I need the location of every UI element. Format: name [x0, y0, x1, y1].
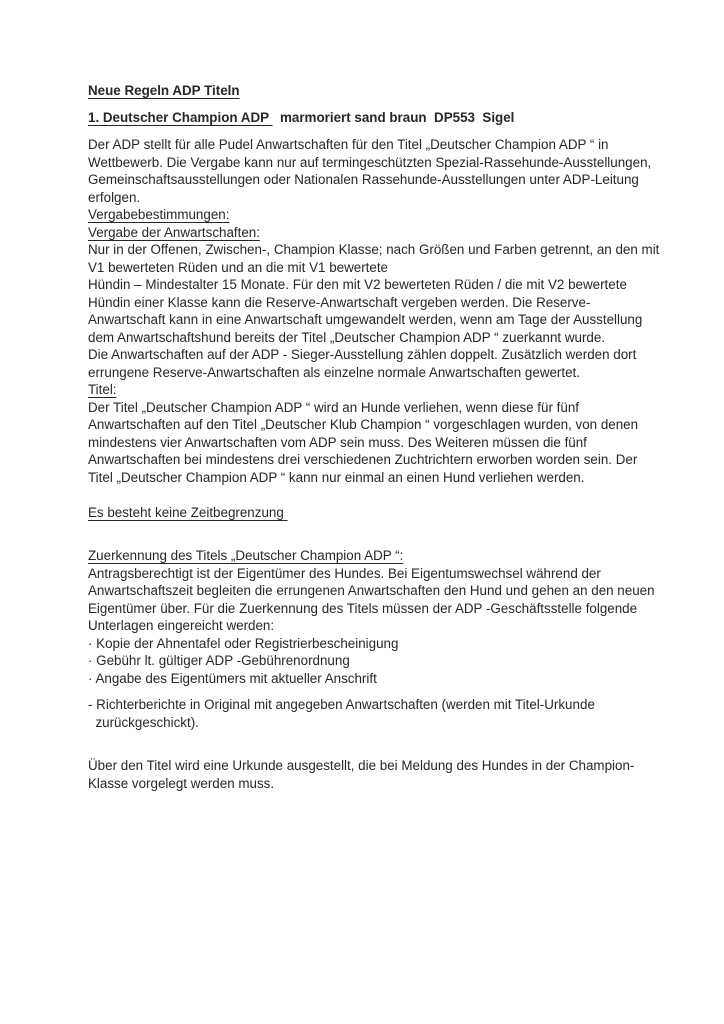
text-segment: Anwartschaften bei mindestens drei verschiedenen Zuchtrichtern erworben worden sein. Der: [88, 452, 638, 467]
text-segment: Hündin einer Klasse kann die Reserve-Anwartschaft vergeben werden. Die Reserve-: [88, 294, 591, 310]
subheading-vergabebestimmungen: [88, 206, 664, 224]
subheading-zuerkennung: [88, 547, 664, 565]
para-urkunde-line: [88, 757, 664, 775]
text-segment: Nur in der Offenen, Zwischen-, Champion Klasse; nach Größen und Farben getrennt, an den mit: [88, 242, 660, 257]
text-segment: zurückgeschickt).: [88, 714, 199, 730]
para-titel-line: [88, 399, 664, 417]
para-titel-line: [88, 469, 664, 487]
text-segment: Es besteht keine Zeitbegrenzung: [88, 504, 288, 520]
text-segment: Zuerkennung des Titels „Deutscher Champion ADP “:: [88, 548, 404, 563]
text-segment: errungene Reserve-Anwartschaften als einzelne normale Anwartschaften gewertet.: [88, 364, 581, 380]
para-urkunde-line: [88, 775, 664, 793]
text-segment: Titel „Deutscher Champion ADP “ kann nur einmal an einen Hund verliehen werden.: [88, 469, 585, 485]
para-intro-line: [88, 154, 664, 172]
para-intro-line: [88, 189, 664, 207]
para-vergabe-line: [88, 346, 664, 364]
para-zuerkennung-line: [88, 582, 664, 600]
text-segment: Anwartschaftszeit begleiten die errungenen Anwartschaften den Hund und gehen an den neuen: [88, 583, 655, 598]
text-segment: Die Anwartschaften auf der ADP - Sieger-Ausstellung zählen doppelt. Zusätzlich werden dort: [88, 347, 637, 362]
bullet-item: [88, 652, 664, 670]
text-segment: Neue Regeln ADP Titeln: [88, 83, 240, 98]
text-segment: Unterlagen eingereicht werden:: [88, 618, 275, 633]
text-segment: · Kopie der Ahnentafel oder Registrierbescheinigung: [88, 635, 399, 651]
text-segment: · Gebühr lt. gültiger ADP -Gebührenordnung: [88, 653, 350, 668]
para-titel-line: [88, 434, 664, 452]
para-zuerkennung-line: [88, 565, 664, 583]
text-segment: Antragsberechtigt ist der Eigentümer des Hundes. Bei Eigentumswechsel während der: [88, 565, 601, 581]
text-segment: Vergabebestimmungen:: [88, 207, 230, 222]
para-zuerkennung-line: [88, 617, 664, 635]
text-segment: dem Anwartschaftshund bereits der Titel „Deutscher Champion ADP “ zuerkannt wurde.: [88, 329, 606, 345]
para-vergabe-line: [88, 276, 664, 294]
doc-title: [88, 82, 664, 100]
text-segment: Der ADP stellt für alle Pudel Anwartschaften für den Titel „Deutscher Champion ADP “ in: [88, 137, 609, 152]
para-zuerkennung-line: [88, 600, 664, 618]
subheading-titel: [88, 381, 664, 399]
bullet-item: [88, 635, 664, 653]
section-1-heading: [88, 109, 664, 127]
subheading-vergabe-der-anwartschaften: [88, 224, 664, 242]
text-segment: Hündin – Mindestalter 15 Monate. Für den mit V2 bewerteten Rüden / die mit V2 bewertete: [88, 277, 627, 292]
text-segment: Anwartschaften auf den Titel „Deutscher Klub Champion “ vorgeschlagen wurden, von denen: [88, 417, 639, 432]
para-vergabe-line: [88, 241, 664, 259]
para-intro-line: [88, 136, 664, 154]
text-segment: 1. Deutscher Champion ADP: [88, 109, 273, 125]
text-segment: marmoriert sand braun DP553 Sigel: [272, 109, 515, 125]
para-titel-line: [88, 451, 664, 469]
dash-item: [88, 696, 664, 714]
note-zeitbegrenzung: [88, 504, 664, 522]
para-vergabe-line: [88, 294, 664, 312]
text-segment: erfolgen.: [88, 189, 141, 205]
para-vergabe-line: [88, 259, 664, 277]
text-segment: - Richterberichte in Original mit angegeben Anwartschaften (werden mit Titel-Urkunde: [88, 697, 595, 712]
text-segment: · Angabe des Eigentümers mit aktueller Anschrift: [88, 670, 377, 686]
text-segment: Über den Titel wird eine Urkunde ausgestellt, die bei Meldung des Hundes in der Champion-: [88, 758, 635, 773]
text-segment: Vergabe der Anwartschaften:: [88, 224, 260, 240]
bullet-item: [88, 670, 664, 688]
text-segment: Titel:: [88, 382, 117, 397]
text-segment: mindestens vier Anwartschaften vom ADP sein muss. Des Weiteren müssen die fünf: [88, 434, 587, 450]
text-segment: Klasse vorgelegt werden muss.: [88, 775, 275, 791]
text-segment: Der Titel „Deutscher Champion ADP “ wird an Hunde verliehen, wenn diese für fünf: [88, 399, 579, 415]
text-segment: Anwartschaft kann in eine Anwartschaft umgewandelt werden, wenn am Tage der Ausstellung: [88, 312, 643, 327]
para-titel-line: [88, 416, 664, 434]
text-segment: Gemeinschaftsausstellungen oder Nationalen Rassehunde-Ausstellungen unter ADP-Leitung: [88, 172, 639, 187]
dash-item-continuation: [88, 714, 664, 732]
text-segment: V1 bewerteten Rüden und an die mit V1 bewertete: [88, 259, 388, 275]
text-segment: Eigentümer über. Für die Zuerkennung des Titels müssen der ADP -Geschäftsstelle folgende: [88, 600, 638, 616]
text-segment: Wettbewerb. Die Vergabe kann nur auf termingeschützten Spezial-Rassehunde-Ausstellungen,: [88, 154, 652, 170]
para-vergabe-line: [88, 364, 664, 382]
para-intro-line: [88, 171, 664, 189]
para-vergabe-line: [88, 311, 664, 329]
para-vergabe-line: [88, 329, 664, 347]
